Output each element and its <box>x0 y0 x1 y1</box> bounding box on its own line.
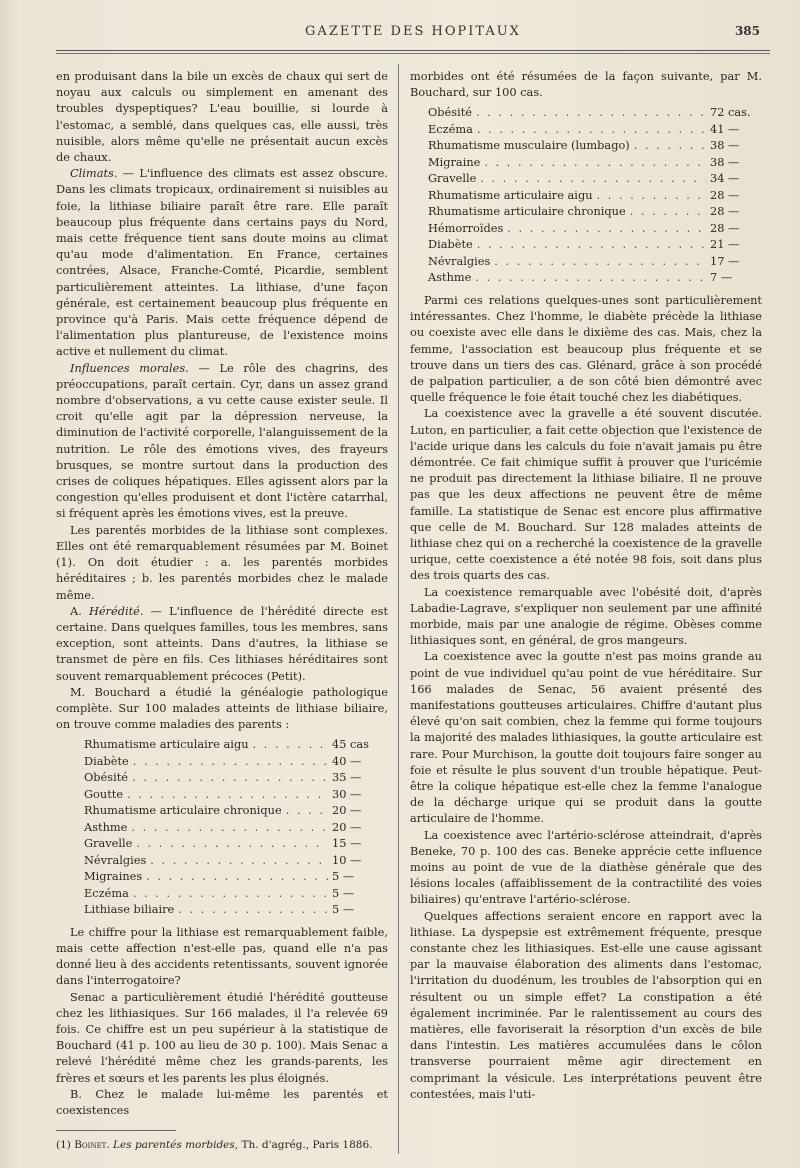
left-column <box>56 68 388 1153</box>
list-item: Névralgies . . . 10 — <box>56 852 388 869</box>
paragraph: Parmi ces relations quelques-unes sont particulièrement intéressantes. Chez l'homme, le diabète précède la lithiase ou coexiste avec elle dans le dixième des cas. Mais, chez la femme, l'association est beaucoup plus fréquente et se trouve dans un tiers des cas. Glénard, grâce à son procédé de palpation particulier, a de son côté bien démontré avec quelle fréquence le foie était touché chez les diabétiques. <box>410 292 762 405</box>
paragraph: La coexistence remarquable avec l'obésité doit, d'après Labadie-Lagrave, s'expliquer non seulement par une affinité morbide, mais par une analogie de régime. Obèses comme lithiasiques sont, en général, de gros mangeurs. <box>410 584 762 648</box>
list-item: Obésité . . . 72 cas. <box>410 104 762 121</box>
footnote-title: Les parentés morbides, <box>109 1139 239 1152</box>
paragraph: Le chiffre pour la lithiase est remarquablement faible, mais cette affection n'est-elle pas, quand elle n'a pas donné lieu à des accidents retentissants, souvent ignorée dans l'interrogatoire? <box>56 924 388 988</box>
list-item: Goutte . . . 30 — <box>56 786 388 803</box>
paragraph-influences <box>56 360 388 522</box>
footnote: (1) Boinet. Les parentés morbides, Th. d'agrég., Paris 1886. <box>56 1139 373 1152</box>
paragraph: en produisant dans la bile un excès de chaux qui sert de noyau aux calculs ou simplement en amenant des troubles dyspeptiques? L'eau bouillie, si lourde à l'estomac, a semblé, dans quelques cas, elle aussi, très nuisible, alors même qu'elle ne présentait aucun excès de chaux. <box>56 69 388 165</box>
paragraph-climats <box>56 165 388 359</box>
paragraph-text: — Le rôle des chagrins, des préoccupations, paraît certain. Cyr, dans un assez grand nombre d'observations, a vu cette cause exister seule. Il croit qu'elle agit par la dépression nerveuse, la diminution de l'activité corporelle, l'alanguissement de la nutrition. Le rôle des émotions vives, des frayeurs brusques, se montre surtout dans la production des crises de coliques hépatiques. Elles agissent alors par la congestion qu'elles produisent et dont l'ictère catarrhal, si fréquent après les émotions vives, est la preuve. <box>56 360 388 521</box>
list-item: Diabète . . . 40 — <box>56 753 388 770</box>
right-column <box>410 68 762 1102</box>
paragraph: Quelques affections seraient encore en rapport avec la lithiase. La dyspepsie est extrêmement fréquente, presque constante chez les lithiasiques. Est-elle une cause agissant par la mauvaise élaboration des aliments dans l'estomac, l'irritation du duodénum, les troubles de l'absorption qui en résultent ou un simple effet? La constipation a été également incriminée. Par le ralentissement au cours des matières, elle favoriserait la résorption d'un excès de bile dans l'intestin. Les matières accumulées dans le côlon transverse pourraient même agir directement en comprimant la vésicule. Les interprétations peuvent être contestées, mais l'uti- <box>410 908 762 1101</box>
list-item: Diabète . . . 21 — <box>410 236 762 253</box>
list-item: Rhumatisme musculaire (lumbago) . . . 38 — <box>410 137 762 154</box>
list-item: Migraine . . . 38 — <box>410 154 762 171</box>
list-item: Rhumatisme articulaire chronique . . . 28 — <box>410 203 762 220</box>
list-item: Obésité . . . 35 — <box>56 769 388 786</box>
paragraph: Les parentés morbides de la lithiase sont complexes. Elles ont été remarquablement résumées par M. Boinet (1). On doit étudier : a. les parentés morbides héréditaires ; b. les parentés morbides chez le malade même. <box>56 522 388 602</box>
section-label-heredite: Hérédité. <box>88 603 144 618</box>
page-number: 385 <box>734 24 760 38</box>
paragraph: B. Chez le malade lui-même les parentés et coexistences <box>56 1086 388 1118</box>
list-item: Migraines . . . 5 — <box>56 868 388 885</box>
paragraph: La coexistence avec la goutte n'est pas moins grande au point de vue individuel qu'au point de vue héréditaire. Sur 166 malades de Senac, 56 avaient présenté des manifestations goutteuses articulaires. Chiffre d'autant plus élevé qu'on sait combien, chez la femme qui forme toujours la majorité des malades lithiasiques, la goutte articulaire est rare. Pour Murchison, la goutte doit toujours faire songer au foie et résulte le plus souvent d'un trouble hépatique. Peut-être la colique hépatique est-elle chez la femme l'analogue de la décharge urique qui se produit dans la goutte articulaire de l'homme. <box>410 649 762 826</box>
page-header <box>56 22 770 44</box>
paragraph: La coexistence avec l'artério-sclérose atteindrait, d'après Beneke, 70 p. 100 des cas. Beneke apprécie cette influence moins au point de vue de la diathèse générale que des lésions locales (affaiblissement de la contractilité des voies biliaires) qu'entrave l'artério-sclérose. <box>410 827 762 907</box>
paragraph: morbides ont été résumées de la façon suivante, par M. Bouchard, sur 100 cas. <box>410 69 762 100</box>
list-item: Hémorroïdes . . . 28 — <box>410 220 762 237</box>
paragraph: M. Bouchard a étudié la généalogie pathologique complète. Sur 100 malades atteints de lithiase biliaire, on trouve comme maladies des parents : <box>56 684 388 732</box>
paragraph-text: — L'influence de l'hérédité directe est certaine. Dans quelques familles, tous les membres, sans exception, sont atteints. Dans d'autres, la lithiase se transmet de père en fils. Ces lithiases héréditaires sont souvent remarquablement précoces (Petit). <box>56 603 388 683</box>
list-item: Rhumatisme articulaire aigu . . . 28 — <box>410 187 762 204</box>
coexisting-diseases-list <box>410 104 762 286</box>
list-item: Eczéma . . . 5 — <box>56 885 388 902</box>
list-item: Asthme . . . 7 — <box>410 269 762 286</box>
column-divider <box>398 64 399 1154</box>
section-label-climats: Climats. <box>70 166 118 181</box>
list-item: Lithiase biliaire . . . 5 — <box>56 901 388 918</box>
paragraph-text: — L'influence des climats est assez obscure. Dans les climats tropicaux, ordinairement si nuisibles au foie, la lithiase biliaire paraît être rare. Elle paraît beaucoup plus fréquente dans certains pays du Nord, mais cette fréquence tient sans doute moins au climat qu'au mode d'alimentation. En France, certaines contrées, Alsace, Franche-Comté, Picardie, semblent particulièrement atteintes. La lithiase, d'une façon générale, est certainement beaucoup plus fréquente en province qu'à Paris. Mais cette fréquence dépend de l'alimentation plus plantureuse, de l'existence moins active et nullement du climat. <box>56 166 388 359</box>
paragraph: La coexistence avec la gravelle a été souvent discutée. Luton, en particulier, a fait cette objection que l'existence de l'acide urique dans les calculs du foie n'avait jamais pu être démontrée. Ce fait chimique suffit à prouver que l'uricémie ne produit pas directement la lithiase biliaire. Il ne prouve pas que les deux affections ne peuvent être de même famille. La statistique de Senac est encore plus affirmative que celle de M. Bouchard. Sur 128 malades atteints de lithiase chez qui on a recherché la coexistence de la gravelle urique, cette coexistence a été notée 98 fois, soit dans plus des trois quarts des cas. <box>410 406 762 583</box>
paragraph-heredite <box>56 603 388 684</box>
section-prefix: A. <box>70 603 89 618</box>
footnote-rule <box>56 1130 176 1131</box>
list-item: Gravelle . . . 34 — <box>410 170 762 187</box>
list-item: Rhumatisme articulaire aigu . . . 45 cas <box>56 736 388 753</box>
header-rule <box>56 50 770 54</box>
list-item: Eczéma . . . 41 — <box>410 121 762 138</box>
list-item: Gravelle . . . 15 — <box>56 835 388 852</box>
list-item: Asthme . . . 20 — <box>56 819 388 836</box>
list-item: Rhumatisme articulaire chronique . . . 20 — <box>56 802 388 819</box>
footnote-author: Boinet. <box>74 1139 110 1152</box>
parents-diseases-list <box>56 736 388 918</box>
paragraph: Senac a particulièrement étudié l'hérédité goutteuse chez les lithiasiques. Sur 166 malades, il l'a relevée 69 fois. Ce chiffre est un peu supérieur à la statistique de Bouchard (41 p. 100 au lieu de 30 p. 100). Mais Senac a relevé l'hérédité même chez les grands-parents, les frères et sœurs et les parents les plus éloignés. <box>56 989 388 1085</box>
list-item: Névralgies . . . 17 — <box>410 253 762 270</box>
running-title: GAZETTE DES HOPITAUX <box>305 24 521 39</box>
section-label-influences: Influences morales. <box>70 360 189 375</box>
